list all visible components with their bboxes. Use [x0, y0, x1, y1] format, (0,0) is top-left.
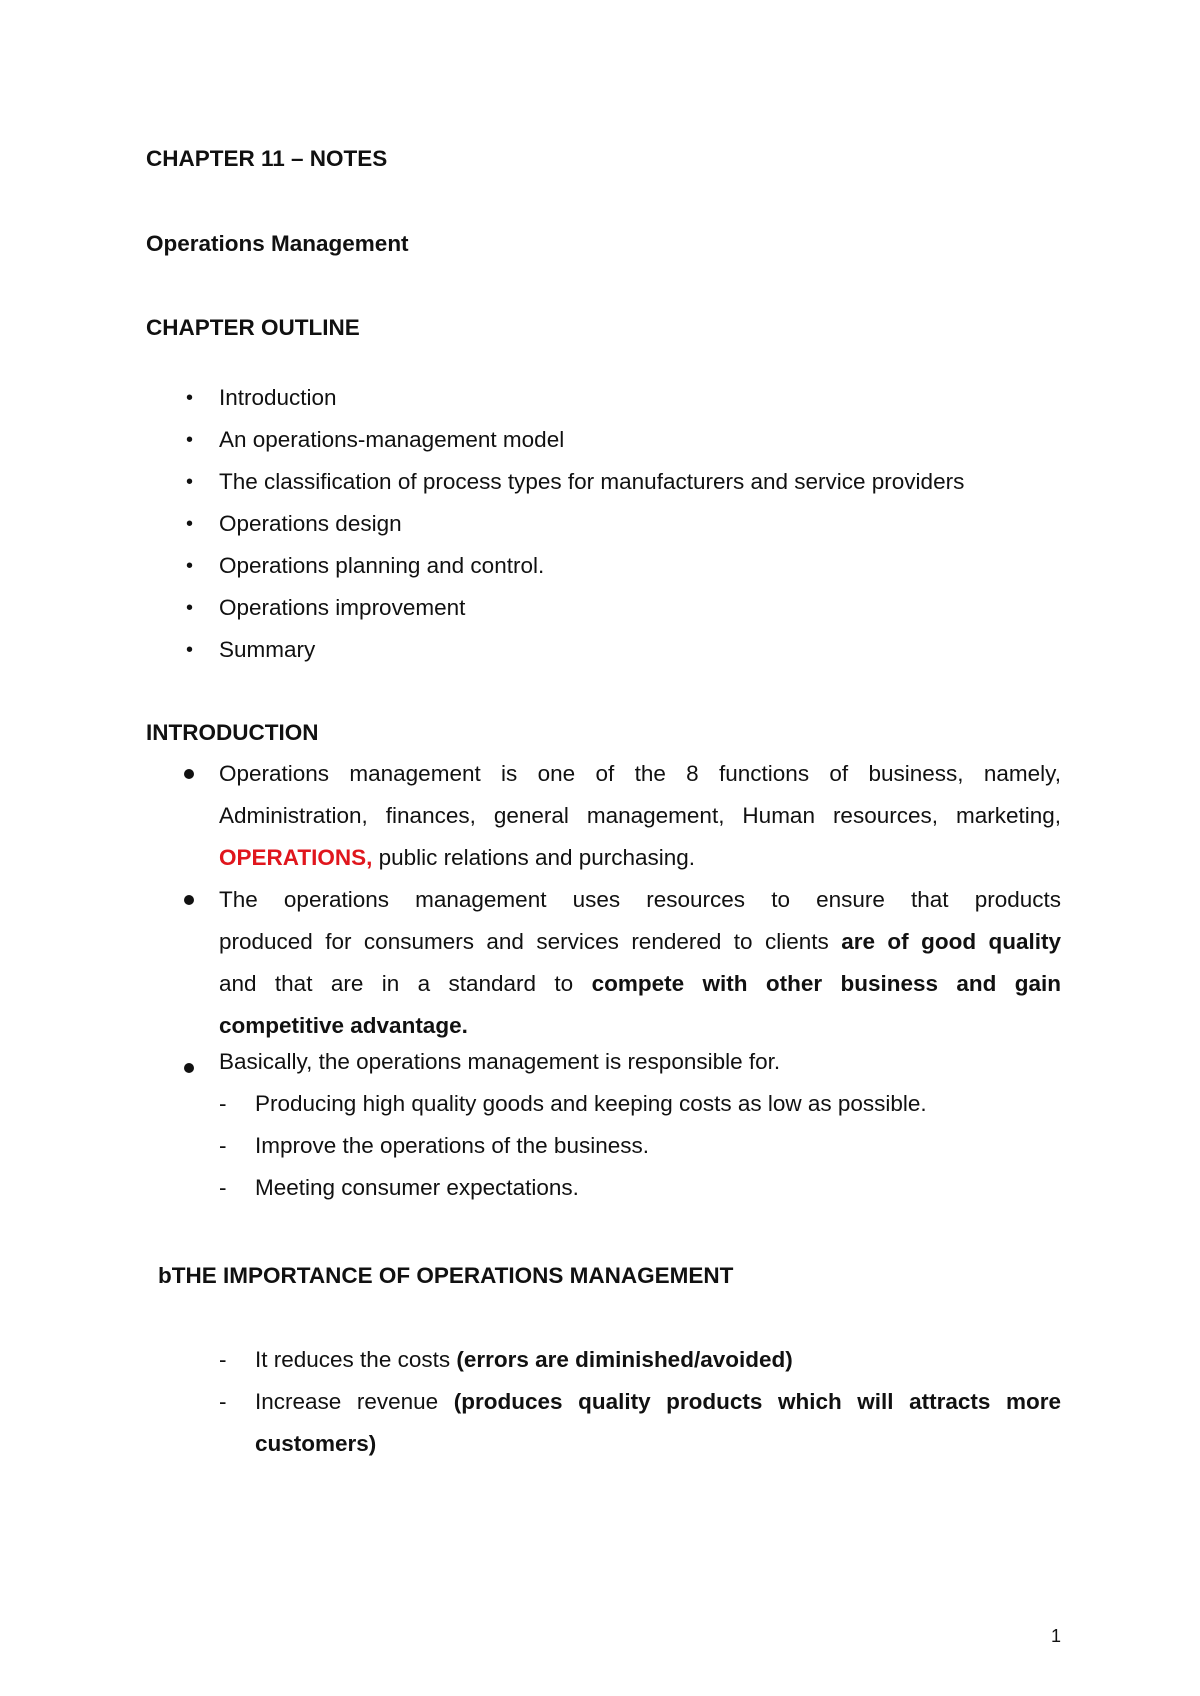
page-number: 1	[1051, 1626, 1062, 1646]
paragraph-text: and that are in a standard to	[219, 971, 592, 996]
operations-highlight: OPERATIONS,	[219, 845, 373, 870]
dash-marker: -	[219, 1133, 227, 1158]
bold-text: (errors are diminished/avoided)	[456, 1347, 793, 1372]
paragraph-line	[219, 837, 1061, 879]
paragraph-line: customers)	[255, 1431, 377, 1456]
list-item-text: Meeting consumer expectations.	[255, 1175, 579, 1200]
paragraph-text: It reduces the costs	[255, 1347, 457, 1372]
paragraph-text: Increase revenue	[255, 1389, 454, 1414]
outline-item-text: Operations planning and control.	[219, 553, 545, 578]
bullet-icon: •	[186, 597, 194, 619]
dash-marker: -	[219, 1389, 227, 1414]
paragraph-line	[219, 921, 1061, 963]
bullet-icon: •	[186, 555, 194, 577]
dash-marker: -	[219, 1175, 227, 1200]
bullet-icon: •	[186, 429, 194, 451]
chapter-title: CHAPTER 11 – NOTES	[146, 146, 388, 171]
bold-text: are of good quality	[841, 929, 1062, 954]
paragraph-line: Administration, finances, general management, Human resources, marketing,	[219, 803, 1061, 828]
list-item-text	[255, 1381, 1061, 1465]
bullet-icon: •	[186, 471, 194, 493]
bullet-icon	[184, 769, 194, 779]
paragraph-text: produced for consumers and services rendered to clients	[219, 929, 842, 954]
outline-item-text: The classification of process types for manufacturers and service providers	[219, 469, 965, 494]
paragraph-line: The operations management uses resources to ensure that products	[219, 887, 1061, 912]
intro-heading: INTRODUCTION	[146, 720, 319, 745]
outline-item-text: Operations improvement	[219, 595, 466, 620]
outline-item-text: Summary	[219, 637, 316, 662]
paragraph-text: public relations and purchasing.	[372, 845, 696, 870]
list-item-text	[255, 1345, 793, 1375]
paragraph-line: competitive advantage.	[219, 1013, 468, 1038]
dash-marker: -	[219, 1091, 227, 1116]
bullet-icon	[184, 1063, 194, 1073]
intro-paragraph-3: Basically, the operations management is responsible for.	[219, 1049, 781, 1074]
intro-paragraph-1	[219, 753, 1061, 879]
intro-paragraph-2	[219, 879, 1061, 1047]
outline-heading: CHAPTER OUTLINE	[146, 315, 360, 340]
paragraph-line: Operations management is one of the 8 functions of business, namely,	[219, 761, 1061, 786]
bold-text: (produces quality products which will attracts more	[453, 1389, 1061, 1414]
bullet-icon	[184, 895, 194, 905]
list-item-text: Producing high quality goods and keeping costs as low as possible.	[255, 1091, 927, 1116]
bold-text: compete with other business and gain	[591, 971, 1062, 996]
outline-item-text: An operations-management model	[219, 427, 565, 452]
dash-marker: -	[219, 1347, 227, 1372]
list-item-text: Improve the operations of the business.	[255, 1133, 649, 1158]
bullet-icon: •	[186, 387, 194, 409]
outline-item-text: Introduction	[219, 385, 337, 410]
paragraph-line	[255, 1381, 1061, 1423]
bullet-icon: •	[186, 513, 194, 535]
subject-title: Operations Management	[146, 231, 409, 256]
outline-item-text: Operations design	[219, 511, 402, 536]
importance-heading: bTHE IMPORTANCE OF OPERATIONS MANAGEMENT	[158, 1263, 734, 1288]
bullet-icon: •	[186, 639, 194, 661]
paragraph-line	[219, 963, 1061, 1005]
